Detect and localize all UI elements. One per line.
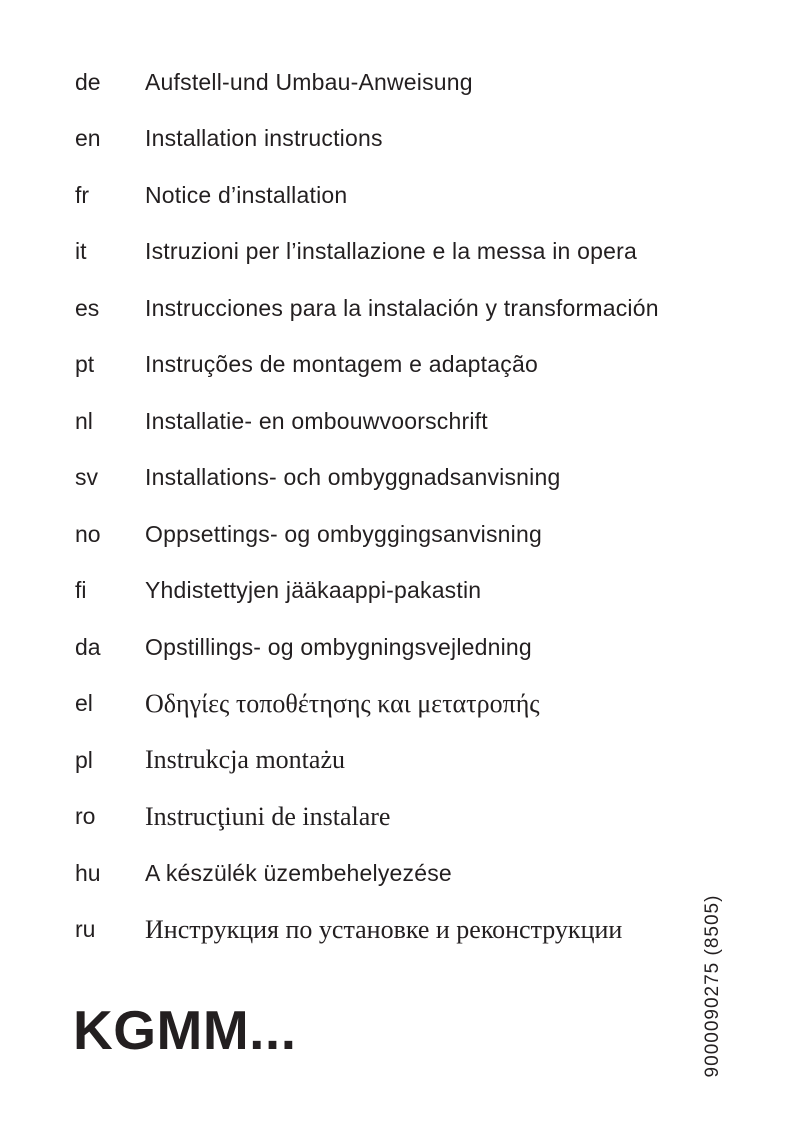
language-list: [75, 54, 762, 958]
language-row: [75, 280, 762, 337]
language-code: pl: [75, 746, 93, 773]
language-row: [75, 676, 762, 733]
language-row: [75, 450, 762, 507]
language-code: de: [75, 68, 101, 95]
language-title: Installation instructions: [145, 125, 383, 152]
language-row: [75, 224, 762, 281]
model-number: KGMM...: [73, 999, 297, 1061]
language-title: Notice d’installation: [145, 181, 348, 208]
document-code: 9000090275 (8505): [702, 894, 723, 1078]
language-title: Yhdistettyjen jääkaappi-pakastin: [145, 577, 482, 604]
language-title: Instrucciones para la instalación y transformación: [145, 294, 659, 321]
language-title: Instruções de montagem e adaptação: [145, 351, 538, 378]
language-code: nl: [75, 407, 93, 434]
language-title: Инструкция по установке и реконструкции: [145, 914, 623, 944]
language-row: [75, 619, 762, 676]
language-code: no: [75, 520, 101, 547]
language-code: da: [75, 633, 101, 660]
language-title: A készülék üzembehelyezése: [145, 859, 452, 886]
language-code: es: [75, 294, 100, 321]
language-title: Aufstell-und Umbau-Anweisung: [145, 68, 473, 95]
language-title: Istruzioni per l’installazione e la messa in opera: [145, 238, 637, 265]
language-title: Oppsettings- og ombyggingsanvisning: [145, 520, 542, 547]
language-code: en: [75, 125, 101, 152]
language-code: ru: [75, 916, 96, 943]
language-row: [75, 902, 762, 959]
language-row: [75, 789, 762, 846]
language-code: el: [75, 690, 93, 717]
language-row: [75, 337, 762, 394]
language-row: [75, 393, 762, 450]
language-code: sv: [75, 464, 98, 491]
language-title: Installations- och ombyggnadsanvisning: [145, 464, 561, 491]
language-code: hu: [75, 859, 101, 886]
language-title: Οδηγίες τοποθέτησης και μετατροπής: [145, 688, 540, 718]
language-row: [75, 732, 762, 789]
language-title: Opstillings- og ombygningsvejledning: [145, 633, 532, 660]
language-code: pt: [75, 351, 95, 378]
language-title: Instrukcja montażu: [145, 745, 345, 775]
language-row: [75, 167, 762, 224]
language-row: [75, 506, 762, 563]
language-code: it: [75, 238, 87, 265]
language-title: Instrucţiuni de instalare: [145, 801, 391, 831]
language-code: fi: [75, 577, 87, 604]
language-row: [75, 111, 762, 168]
language-row: [75, 845, 762, 902]
language-row: [75, 563, 762, 620]
language-code: ro: [75, 803, 96, 830]
language-code: fr: [75, 181, 90, 208]
language-row: [75, 54, 762, 111]
language-title: Installatie- en ombouwvoorschrift: [145, 407, 488, 434]
